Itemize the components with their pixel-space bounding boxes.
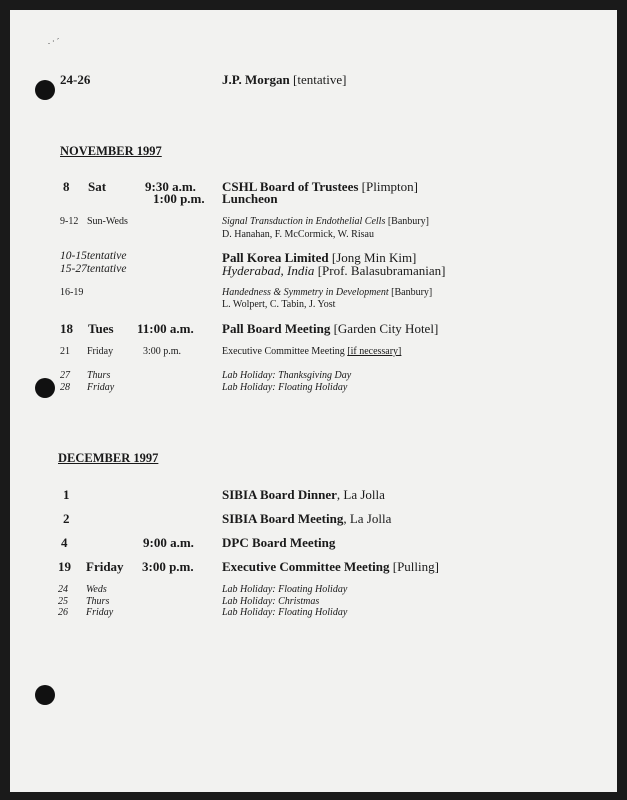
entry-title: Signal Transduction in Endothelial Cells xyxy=(222,216,386,227)
stray-marks: . · ´ xyxy=(48,37,60,46)
entry-date: 19 xyxy=(58,559,71,574)
entry-date: 25 xyxy=(58,596,68,607)
entry-date: 24 xyxy=(58,584,68,595)
entry-date: 21 xyxy=(60,346,70,357)
entry-date: 9-12 xyxy=(60,216,79,227)
entry-title: Executive Committee Meeting xyxy=(222,346,345,357)
entry-date: 16-19 xyxy=(60,287,84,298)
entry-title: Lab Holiday: Christmas xyxy=(222,596,320,607)
entry-title-line xyxy=(222,488,385,501)
month-heading: NOVEMBER 1997 xyxy=(60,144,162,158)
entry-title-line xyxy=(222,288,432,298)
punch-hole xyxy=(35,685,55,705)
entry-time: 3:00 p.m. xyxy=(142,559,194,574)
entry-day: Friday xyxy=(87,346,114,357)
punch-hole xyxy=(35,378,55,398)
entry-date: 2 xyxy=(63,511,70,526)
entry-time: 9:00 a.m. xyxy=(143,535,194,550)
entry-note: [Plimpton] xyxy=(361,179,418,194)
document-page xyxy=(10,10,617,792)
entry-time: 9:30 a.m. xyxy=(145,179,196,194)
entry-title: SIBIA Board Meeting xyxy=(222,511,344,526)
entry-date: 18 xyxy=(60,321,73,336)
entry-title: Lab Holiday: Floating Holiday xyxy=(222,607,348,618)
entry-time: 1:00 p.m. xyxy=(153,191,205,206)
entry-title: Lab Holiday: Floating Holiday xyxy=(222,382,348,393)
entry-title: Handedness & Symmetry in Development xyxy=(222,287,389,298)
entry-day: Weds xyxy=(86,584,107,595)
entry-title: Lab Holiday: Thanksgiving Day xyxy=(222,370,352,381)
entry-date: 24-26 xyxy=(60,72,91,87)
entry-day: Friday xyxy=(86,607,114,618)
entry-title-line xyxy=(222,512,391,525)
entry-title: Pall Board Meeting xyxy=(222,321,331,336)
entry-people: D. Hanahan, F. McCormick, W. Risau xyxy=(222,229,374,240)
entry-title: Pall Korea Limited xyxy=(222,250,329,265)
entry-title-line xyxy=(222,217,429,227)
entry-note: [Garden City Hotel] xyxy=(333,321,439,336)
entry-time: 3:00 p.m. xyxy=(143,346,182,357)
entry-date: 8 xyxy=(63,179,70,194)
entry-day: Thurs xyxy=(86,596,110,607)
entry-day: Sun-Weds xyxy=(87,216,128,227)
entry-date: 27 xyxy=(60,370,70,381)
entry-place: , La Jolla xyxy=(343,511,392,526)
entry-place: , La Jolla xyxy=(336,487,385,502)
entry-people: L. Wolpert, C. Tabin, J. Yost xyxy=(222,299,336,310)
punch-hole xyxy=(35,80,55,100)
entry-title: J.P. Morgan xyxy=(222,72,290,87)
entry-date: 15-27tentative xyxy=(60,263,127,275)
entry-note: [if necessary] xyxy=(347,346,402,357)
entry-date: 1 xyxy=(63,487,70,502)
entry-title-line xyxy=(222,322,438,335)
entry-place: Hyderabad, India xyxy=(222,263,315,278)
entry-note: [Pulling] xyxy=(392,559,439,574)
entry-note: [tentative] xyxy=(293,72,347,87)
entry-day: Tues xyxy=(88,321,114,336)
entry-title: Luncheon xyxy=(222,191,278,206)
entry-title: CSHL Board of Trustees xyxy=(222,179,359,194)
month-heading: DECEMBER 1997 xyxy=(58,451,159,465)
entry-note: [Jong Min Kim] xyxy=(331,250,417,265)
entry-date: 4 xyxy=(61,535,68,550)
entry-day: Sat xyxy=(88,179,107,194)
entry-title: Lab Holiday: Floating Holiday xyxy=(222,584,348,595)
entry-title-line xyxy=(222,264,445,277)
entry-title: Executive Committee Meeting xyxy=(222,559,390,574)
entry-note: [Banbury] xyxy=(391,287,433,298)
entry-time: 11:00 a.m. xyxy=(137,321,194,336)
entry-note: [Prof. Balasubramanian] xyxy=(317,263,446,278)
entry-day: Friday xyxy=(86,559,124,574)
entry-day: Friday xyxy=(87,382,115,393)
entry-day: Thurs xyxy=(87,370,111,381)
entry-date: 28 xyxy=(60,382,70,393)
entry-title-line xyxy=(222,347,401,357)
entry-date: 10-15tentative xyxy=(60,250,127,262)
entry-title-line xyxy=(222,73,346,86)
entry-title-line xyxy=(222,560,439,573)
entry-note: [Banbury] xyxy=(387,216,429,227)
entry-date: 26 xyxy=(58,607,68,618)
entry-title: SIBIA Board Dinner xyxy=(222,487,337,502)
entry-title: DPC Board Meeting xyxy=(222,535,336,550)
